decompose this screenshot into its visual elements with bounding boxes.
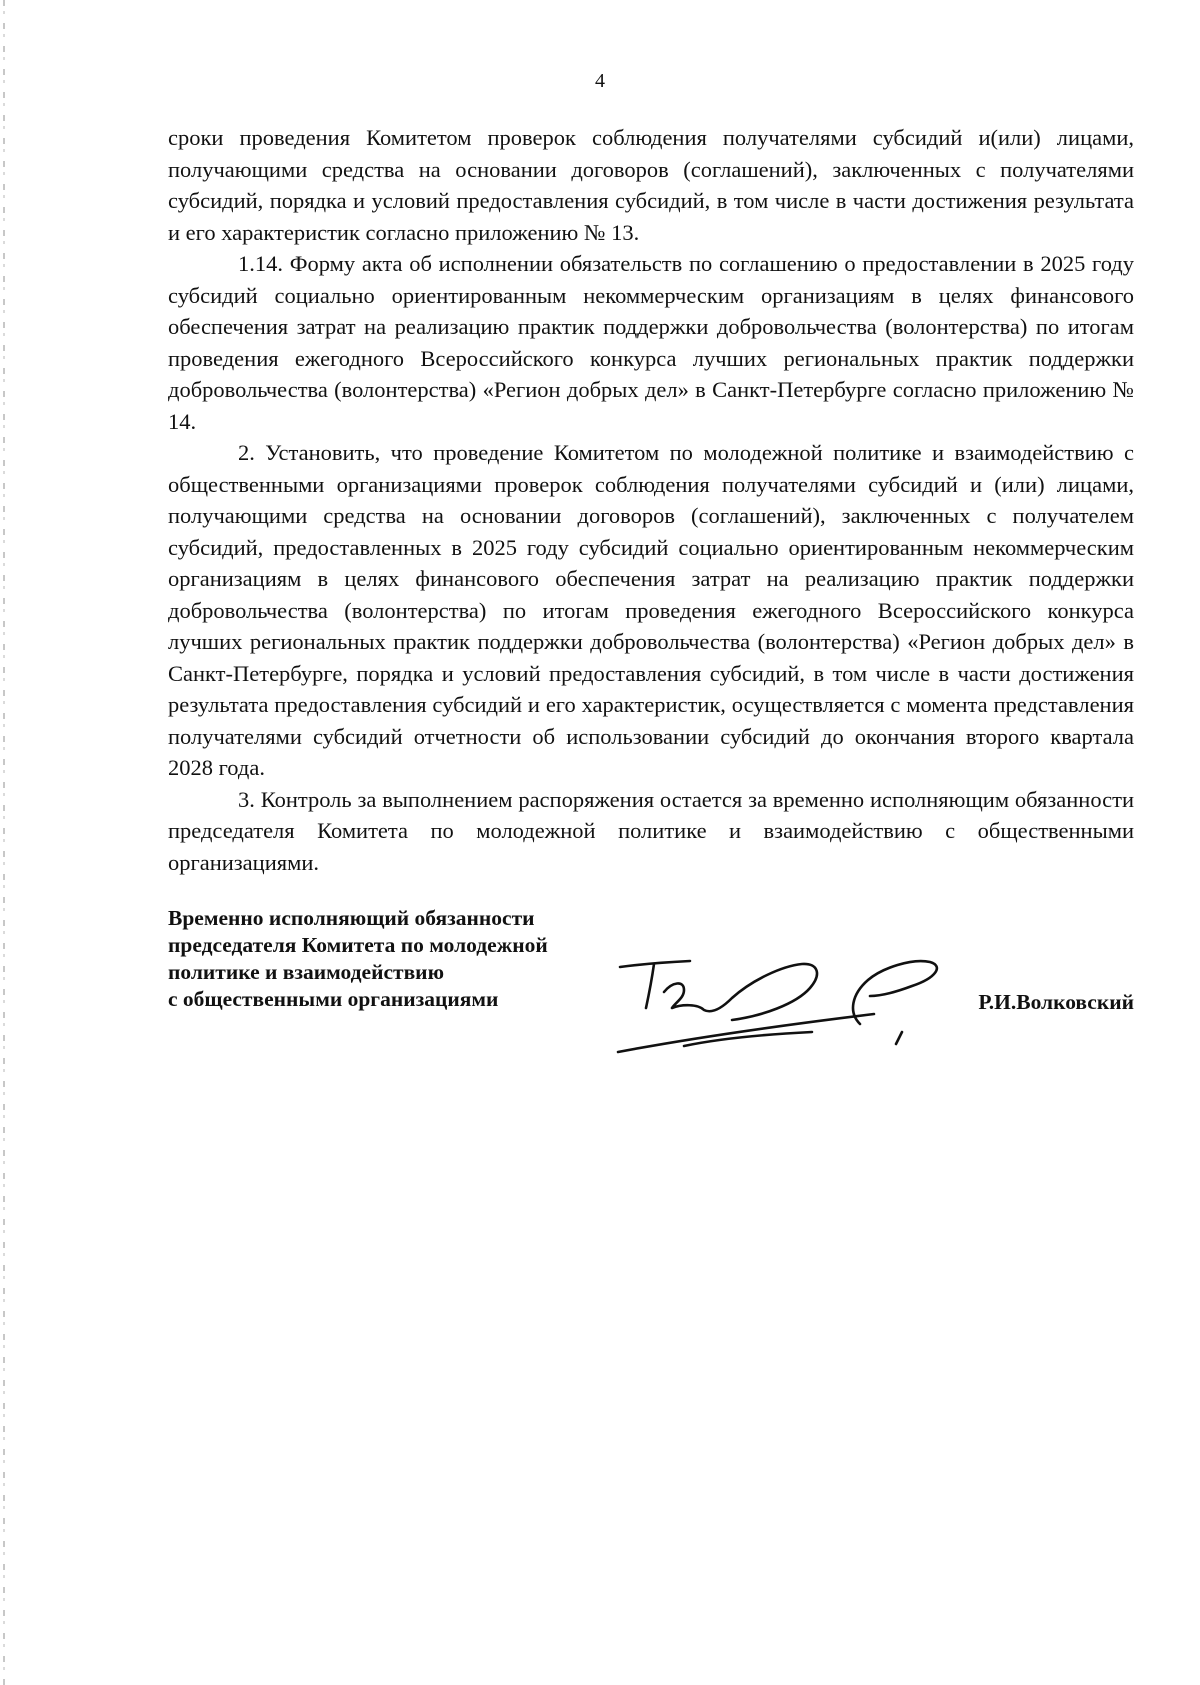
signatory-title-line: политике и взаимодействию [168,960,445,984]
signatory-title-line: председателя Комитета по молодежной [168,933,548,957]
signatory-title-line: Временно исполняющий обязанности [168,906,535,930]
paragraph-3: 3. Контроль за выполнением распоряжения остается за временно исполняющим обязанности председателя Комитета по молодежной политике и взаимодействию с общественными организациями. [168,786,1134,875]
document-body [168,122,1134,878]
signatory-name: Р.И.Волковский [978,990,1134,1014]
signatory-title-line: с общественными организациями [168,987,499,1011]
paragraph-2: 2. Установить, что проведение Комитетом по молодежной политике и взаимодействию с общественными организациями проверок соблюдения получателями субсидий и (или) лицами, получающими средства на основании договоров (соглашений), заключенных с получателем субсидий, предоставленных в 2025 году субсидий социально ориентированным некоммерческим организациям в целях финансового обеспечения затрат на реализацию практик поддержки добровольчества (волонтерства) по итогам проведения ежегодного Всероссийского конкурса лучших региональных практик поддержки добровольчества (волонтерства) «Регион добрых дел» в Санкт-Петербурге, порядка и условий предоставления субсидий, в том числе в части достижения результата предоставления субсидий и его характеристик, осуществляется с момента представления получателями субсидий отчетности об использовании субсидий до окончания второго квартала 2028 года. [168,440,1134,780]
signatory-title [168,905,628,1013]
handwritten-signature [612,952,982,1060]
paragraph-1-14: 1.14. Форму акта об исполнении обязательств по соглашению о предоставлении в 2025 году субсидий социально ориентированным некоммерческим организациям в целях финансового обеспечения затрат на реализацию практик поддержки добровольчества (волонтерства) по итогам проведения ежегодного Всероссийского конкурса лучших региональных практик поддержки добровольчества (волонтерства) «Регион добрых дел» в Санкт-Петербурге согласно приложению № 14. [168,251,1134,434]
page-number: 4 [595,70,605,92]
paragraph-continuation: сроки проведения Комитетом проверок соблюдения получателями субсидий и(или) лицами, получающими средства на основании договоров (соглашений), заключенных с получателями субсидий, порядка и условий предоставления субсидий, в том числе в части достижения результата и его характеристик согласно приложению № 13. [168,125,1134,245]
scan-edge-artifact [3,0,5,1685]
